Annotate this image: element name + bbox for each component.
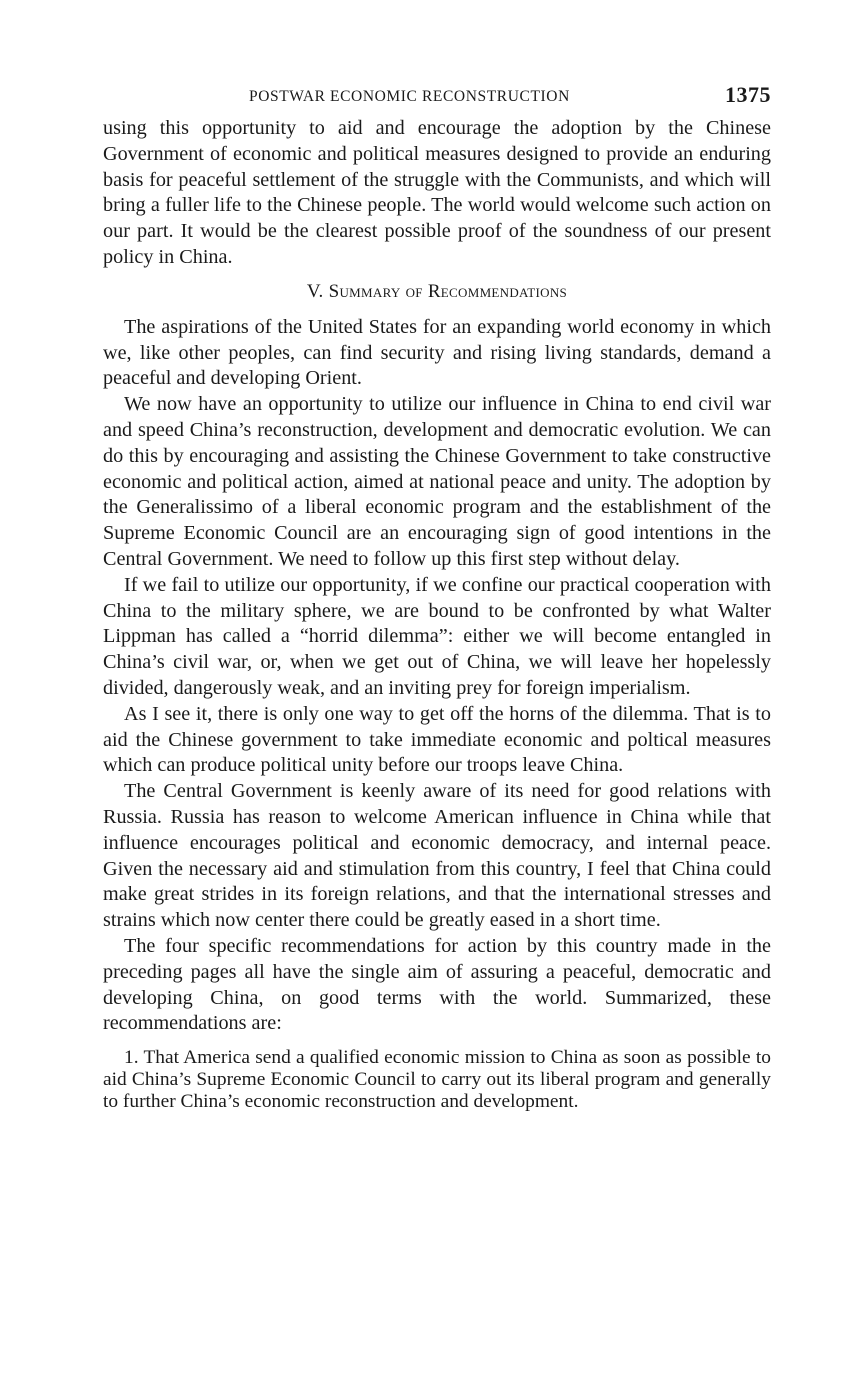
recommendation-item: 1. That America send a qualified economic mission to China as soon as possible to aid China’s Supreme Economic Council to carry out its liberal program and generally to further China’s economic reconstruction and development. (103, 1047, 771, 1113)
paragraph-aspirations: The aspirations of the United States for an expanding world economy in which we, like other peoples, can find security and rising living standards, demand a peaceful and developing Orient. (103, 315, 771, 390)
document-page (103, 82, 771, 1113)
paragraph-summary-intro: The four specific recommendations for action by this country made in the preceding pages all have the single aim of assuring a peaceful, democratic and developing China, on good terms with the world. Summarized, these recommendations are: (103, 934, 771, 1035)
paragraph-russia: The Central Government is keenly aware of its need for good relations with Russia. Russia has reason to welcome American influence in China while that influence encourages political and economic democracy, and internal peace. Given the necessary aid and stimulation from this country, I feel that China could make great strides in its foreign relations, and that the international stresses and strains which now center there could be greatly eased in a short time. (103, 780, 771, 932)
paragraph-one-way: As I see it, there is only one way to get off the horns of the dilemma. That is to aid the Chinese government to take immediate economic and poltical measures which can produce political unity before our troops leave China. (103, 702, 771, 777)
section-numeral: V. (306, 280, 324, 302)
running-title: POSTWAR ECONOMIC RECONSTRUCTION (249, 88, 570, 105)
paragraph-opportunity: We now have an opportunity to utilize our influence in China to end civil war and speed China’s reconstruction, development and democratic evolution. We can do this by encouraging and assisting the Chinese Government to take constructive economic and political action, aimed at national peace and unity. The adoption by the Generalissimo of a liberal economic program and the establishment of the Supreme Economic Council are an encouraging sign of good intentions in the Central Government. We need to follow up this first step without delay. (103, 393, 771, 570)
paragraph-dilemma: If we fail to utilize our opportunity, if we confine our practical cooperation with China to the military sphere, we are bound to be confronted by what Walter Lippman has called a “horrid dilemma”: either we will become entangled in China’s civil war, or, when we get out of China, we will leave her hopelessly divided, dangerously weak, and an inviting prey for foreign imperialism. (103, 573, 771, 699)
page-number: 1375 (725, 82, 771, 107)
section-heading (103, 279, 771, 305)
section-title: Summary of Recommendations (328, 280, 568, 302)
running-header (103, 82, 771, 116)
opening-paragraph: using this opportunity to aid and encourage the adoption by the Chinese Government of economic and political measures designed to provide an enduring basis for peaceful settlement of the struggle with the Communists, and which will bring a fuller life to the Chinese people. The world would welcome such action on our part. It would be the clearest possible proof of the soundness of our present policy in China. (103, 117, 771, 268)
